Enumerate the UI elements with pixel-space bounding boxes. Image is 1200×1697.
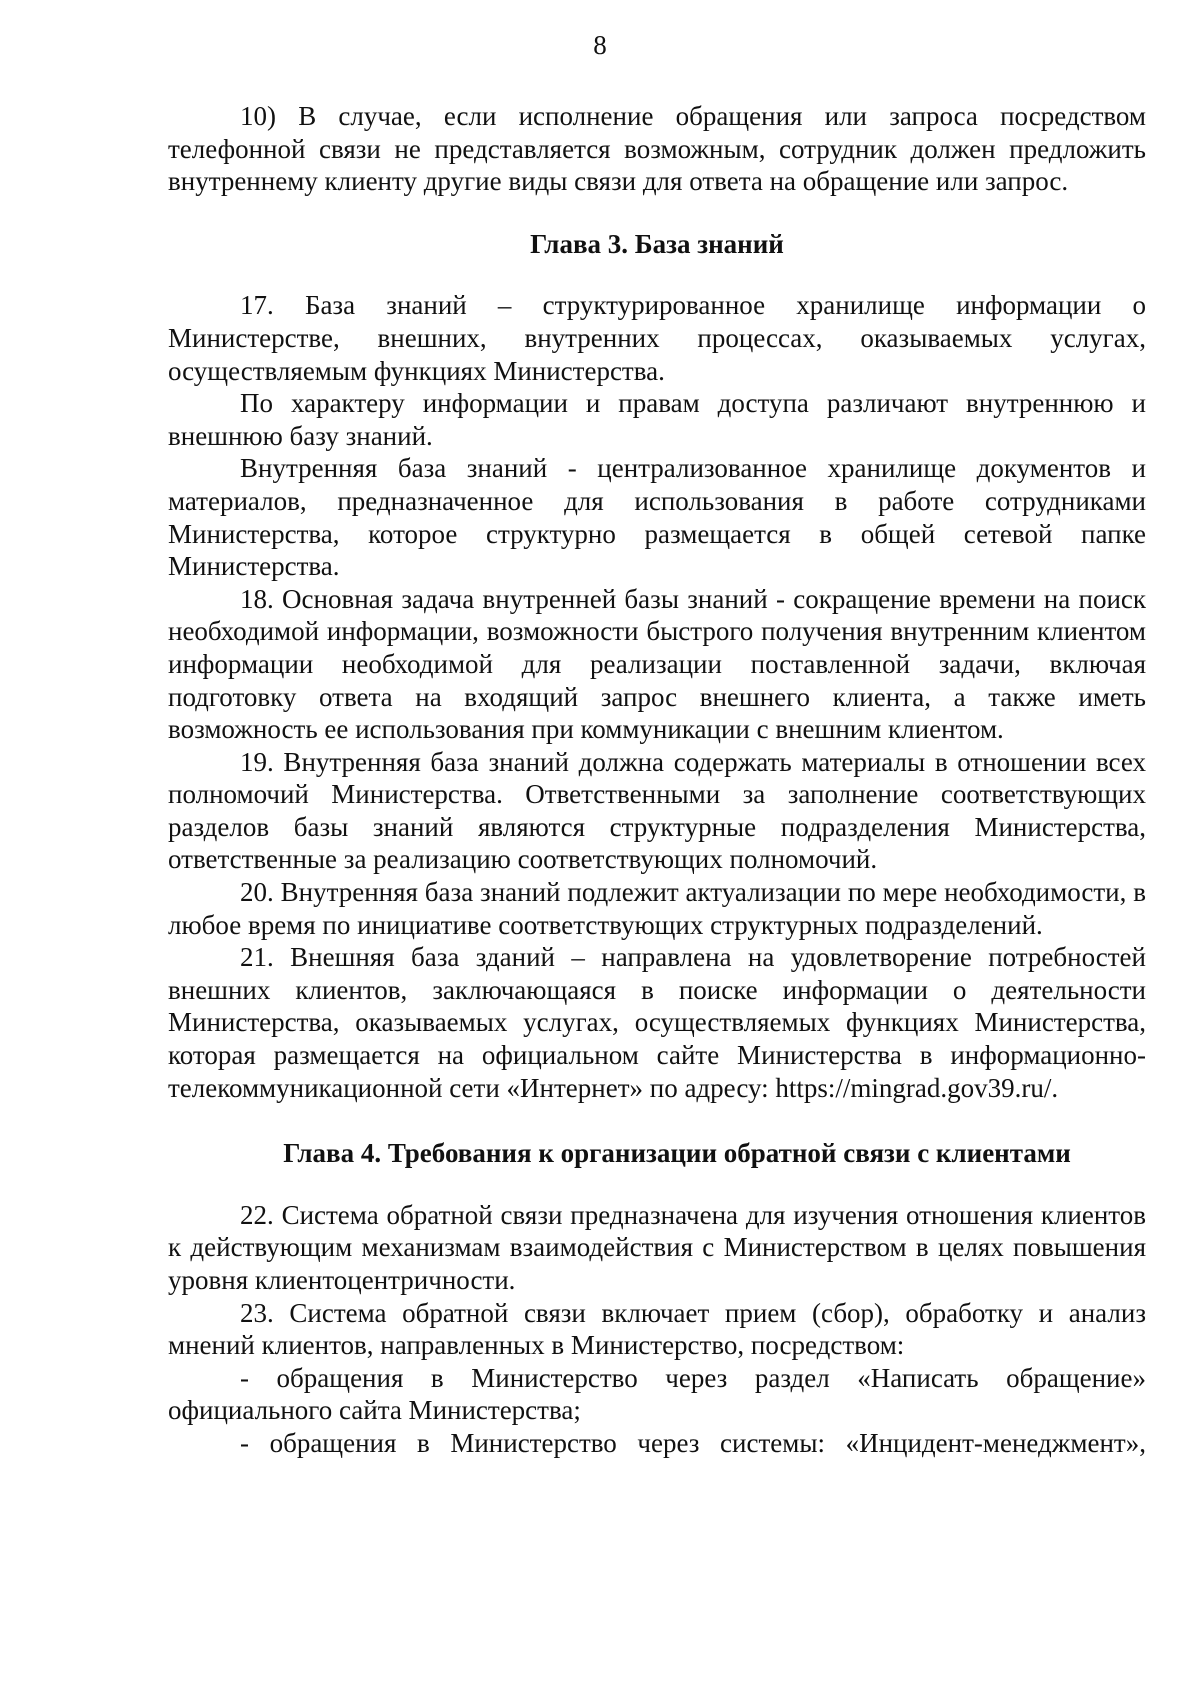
paragraph-23: 23. Система обратной связи включает прием (сбор), обработку и анализ мнений клиентов, направленных в Министерство, посредством:: [168, 1297, 1146, 1361]
chapter-3-heading: Глава 3. База знаний: [530, 228, 784, 259]
list-item-incident-systems: - обращения в Министерство через системы: «Инцидент-менеджмент»,: [240, 1427, 1146, 1458]
paragraph-17: 17. База знаний – структурированное хранилище информации о Министерстве, внешних, внутренних процессах, оказываемых услугах, осуществляемым функциях Министерства.: [168, 290, 1146, 386]
document-body: [168, 100, 1146, 1460]
page-number: 8: [593, 30, 607, 60]
paragraph-10: 10) В случае, если исполнение обращения или запроса посредством телефонной связи не представляется возможным, сотрудник должен предложить внутреннему клиенту другие виды связи для ответа на обращение или запрос.: [168, 101, 1146, 197]
paragraph-access-types: По характеру информации и правам доступа различают внутреннюю и внешнюю базу знаний.: [168, 388, 1146, 451]
paragraph-22: 22. Система обратной связи предназначена для изучения отношения клиентов к действующим механизмам взаимодействия с Министерством в целях повышения уровня клиентоцентричности.: [168, 1199, 1146, 1295]
chapter-4-heading: Глава 4. Требования к организации обратной связи с клиентами: [283, 1138, 1071, 1169]
paragraph-21: 21. Внешняя база зданий – направлена на удовлетворение потребностей внешних клиентов, заключающаяся в поиске информации о деятельности Министерства, оказываемых услугах, осуществляемых функциях Министерства, которая размещается на официальном сайте Министерства в информационно-телекоммуникационной сети «Интернет» по адресу: https://mingrad.gov39.ru/.: [168, 942, 1146, 1103]
paragraph-internal-kb: Внутренняя база знаний - централизованное хранилище документов и материалов, предназначенное для использования в работе сотрудниками Министерства, которое структурно размещается в общей сетевой папке Министерства.: [168, 453, 1146, 582]
list-item-website-appeal: - обращения в Министерство через раздел «Написать обращение» официального сайта Министерства;: [168, 1362, 1146, 1426]
paragraph-19: 19. Внутренняя база знаний должна содержать материалы в отношении всех полномочий Министерства. Ответственными за заполнение соответствующих разделов базы знаний являются структурные подразделения Министерства, ответственные за реализацию соответствующих полномочий.: [168, 746, 1146, 875]
paragraph-18: 18. Основная задача внутренней базы знаний - сокращение времени на поиск необходимой информации, возможности быстрого получения внутренним клиентом информации необходимой для реализации поставленной задачи, включая подготовку ответа на входящий запрос внешнего клиента, а также иметь возможность ее использования при коммуникации с внешним клиентом.: [168, 583, 1146, 745]
paragraph-20: 20. Внутренняя база знаний подлежит актуализации по мере необходимости, в любое время по инициативе соответствующих структурных подразделений.: [168, 877, 1146, 940]
